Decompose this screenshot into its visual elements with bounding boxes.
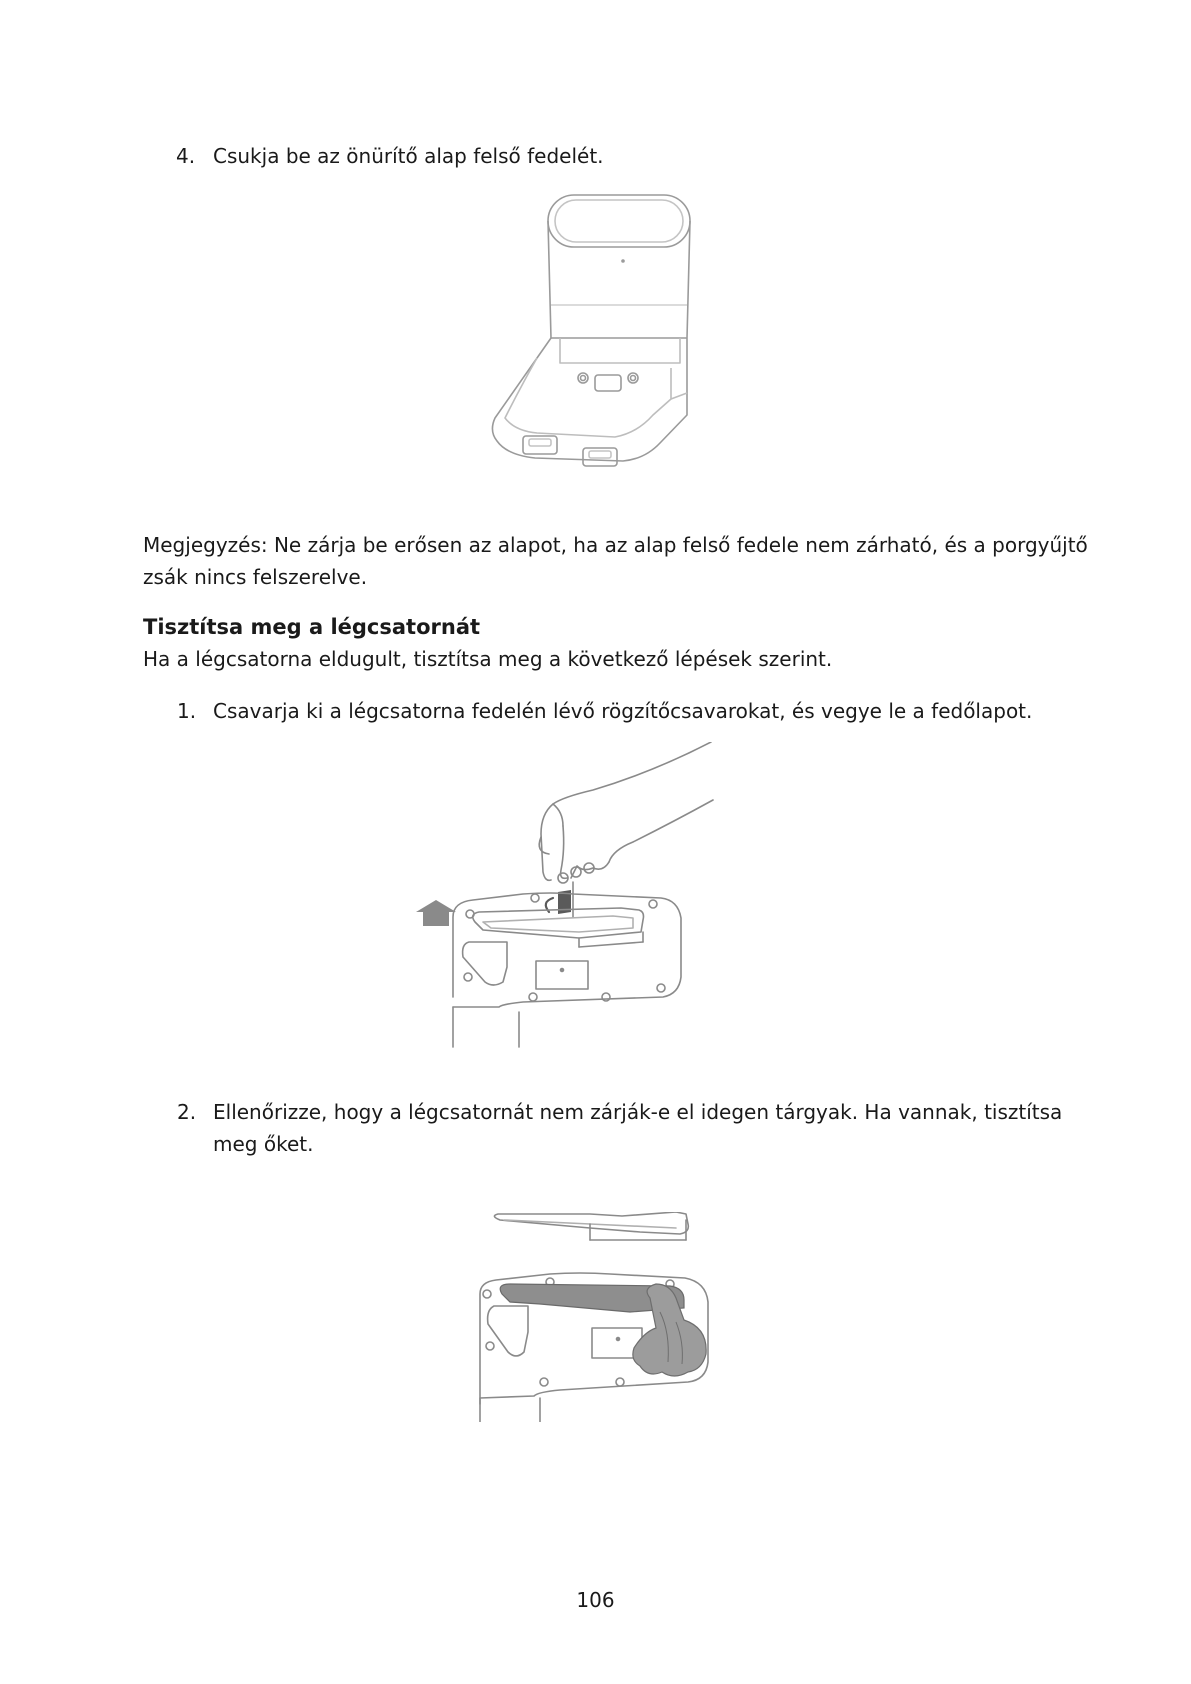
section-intro: Ha a légcsatorna eldugult, tisztítsa meg a következő lépések szerint.: [143, 647, 833, 671]
page-number: 106: [576, 1588, 615, 1612]
note-line-2: zsák nincs felszerelve.: [143, 565, 368, 589]
section-heading: Tisztítsa meg a légcsatornát: [143, 615, 481, 639]
step-2-number: 2.: [177, 1100, 197, 1124]
step-2-text-line-2: meg őket.: [213, 1132, 314, 1156]
air-duct-cleaning-illustration: [470, 1212, 710, 1422]
step-2-text-line-1: Ellenőrizze, hogy a légcsatornát nem zárják-e el idegen tárgyak. Ha vannak, tisztítsa: [213, 1100, 1063, 1124]
step-1-number: 1.: [177, 699, 197, 723]
step-4-text: Csukja be az önürítő alap felső fedelét.: [213, 144, 604, 168]
air-duct-cover-removal-illustration: [413, 742, 723, 1072]
step-1-text: Csavarja ki a légcsatorna fedelén lévő rögzítőcsavarokat, és vegye le a fedőlapot.: [213, 699, 1033, 723]
note-line-1: Megjegyzés: Ne zárja be erősen az alapot, ha az alap felső fedele nem zárható, és a porgyűjtő: [143, 533, 1088, 557]
self-emptying-base-illustration: [475, 193, 695, 493]
step-4-number: 4.: [176, 144, 196, 168]
